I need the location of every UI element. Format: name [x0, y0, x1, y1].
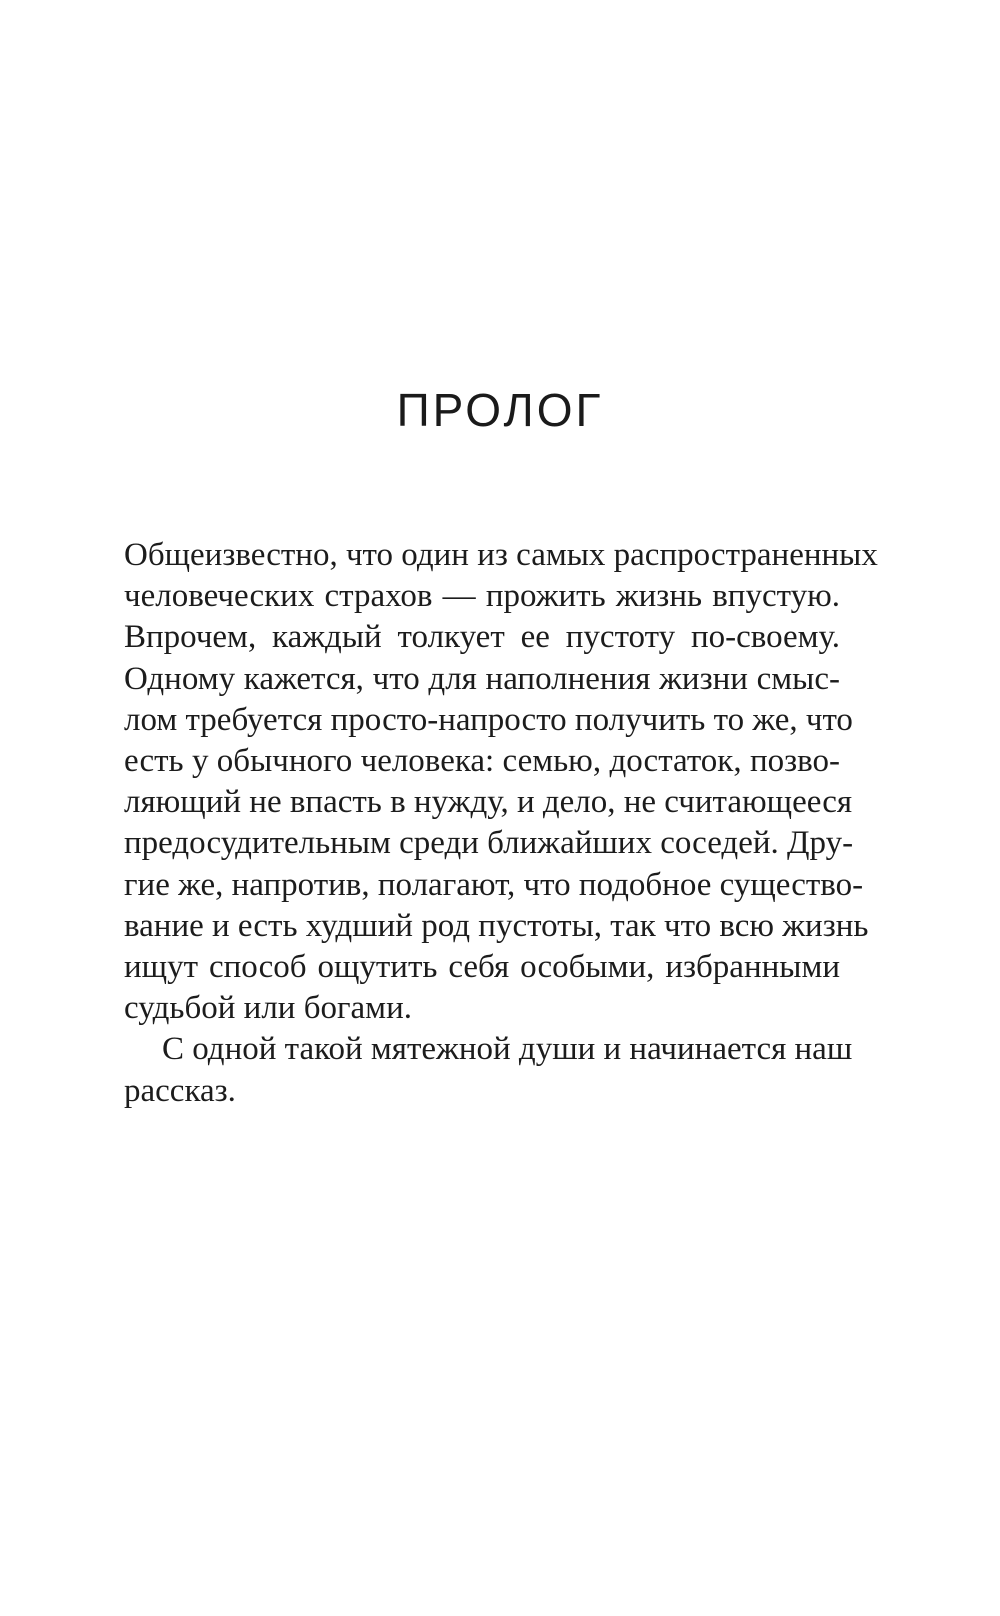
text-line: судьбой или богами.	[124, 990, 412, 1027]
text-line: лом требуется просто-напросто получить то же, что	[124, 701, 853, 738]
text-line: человеческих страхов — прожить жизнь впустую.	[124, 578, 840, 615]
paragraph-1	[124, 535, 878, 1029]
text-line: есть у обычного человека: семью, достаток, позво-	[124, 743, 840, 780]
text-line: предосудительным среди ближайших соседей. Дру-	[124, 825, 854, 862]
text-line: рассказ.	[124, 1072, 236, 1109]
text-line: ищут способ ощутить себя особыми, избранными	[124, 949, 840, 986]
text-line: гие же, напротив, полагают, что подобное существо-	[124, 866, 864, 903]
text-line: Одному кажется, что для наполнения жизни смыс-	[124, 660, 840, 697]
text-line: ляющий не впасть в нужду, и дело, не считающееся	[124, 784, 853, 821]
paragraph-2	[124, 1029, 853, 1111]
chapter-title: ПРОЛОГ	[396, 384, 604, 436]
body-text	[124, 535, 878, 1112]
text-line: С одной такой мятежной души и начинается наш	[162, 1031, 853, 1068]
text-line: Общеизвестно, что один из самых распространенных	[124, 537, 878, 573]
text-line: вание и есть худший род пустоты, так что всю жизнь	[124, 907, 869, 944]
text-line: Впрочем, каждый толкует ее пустоту по-своему.	[124, 619, 840, 656]
